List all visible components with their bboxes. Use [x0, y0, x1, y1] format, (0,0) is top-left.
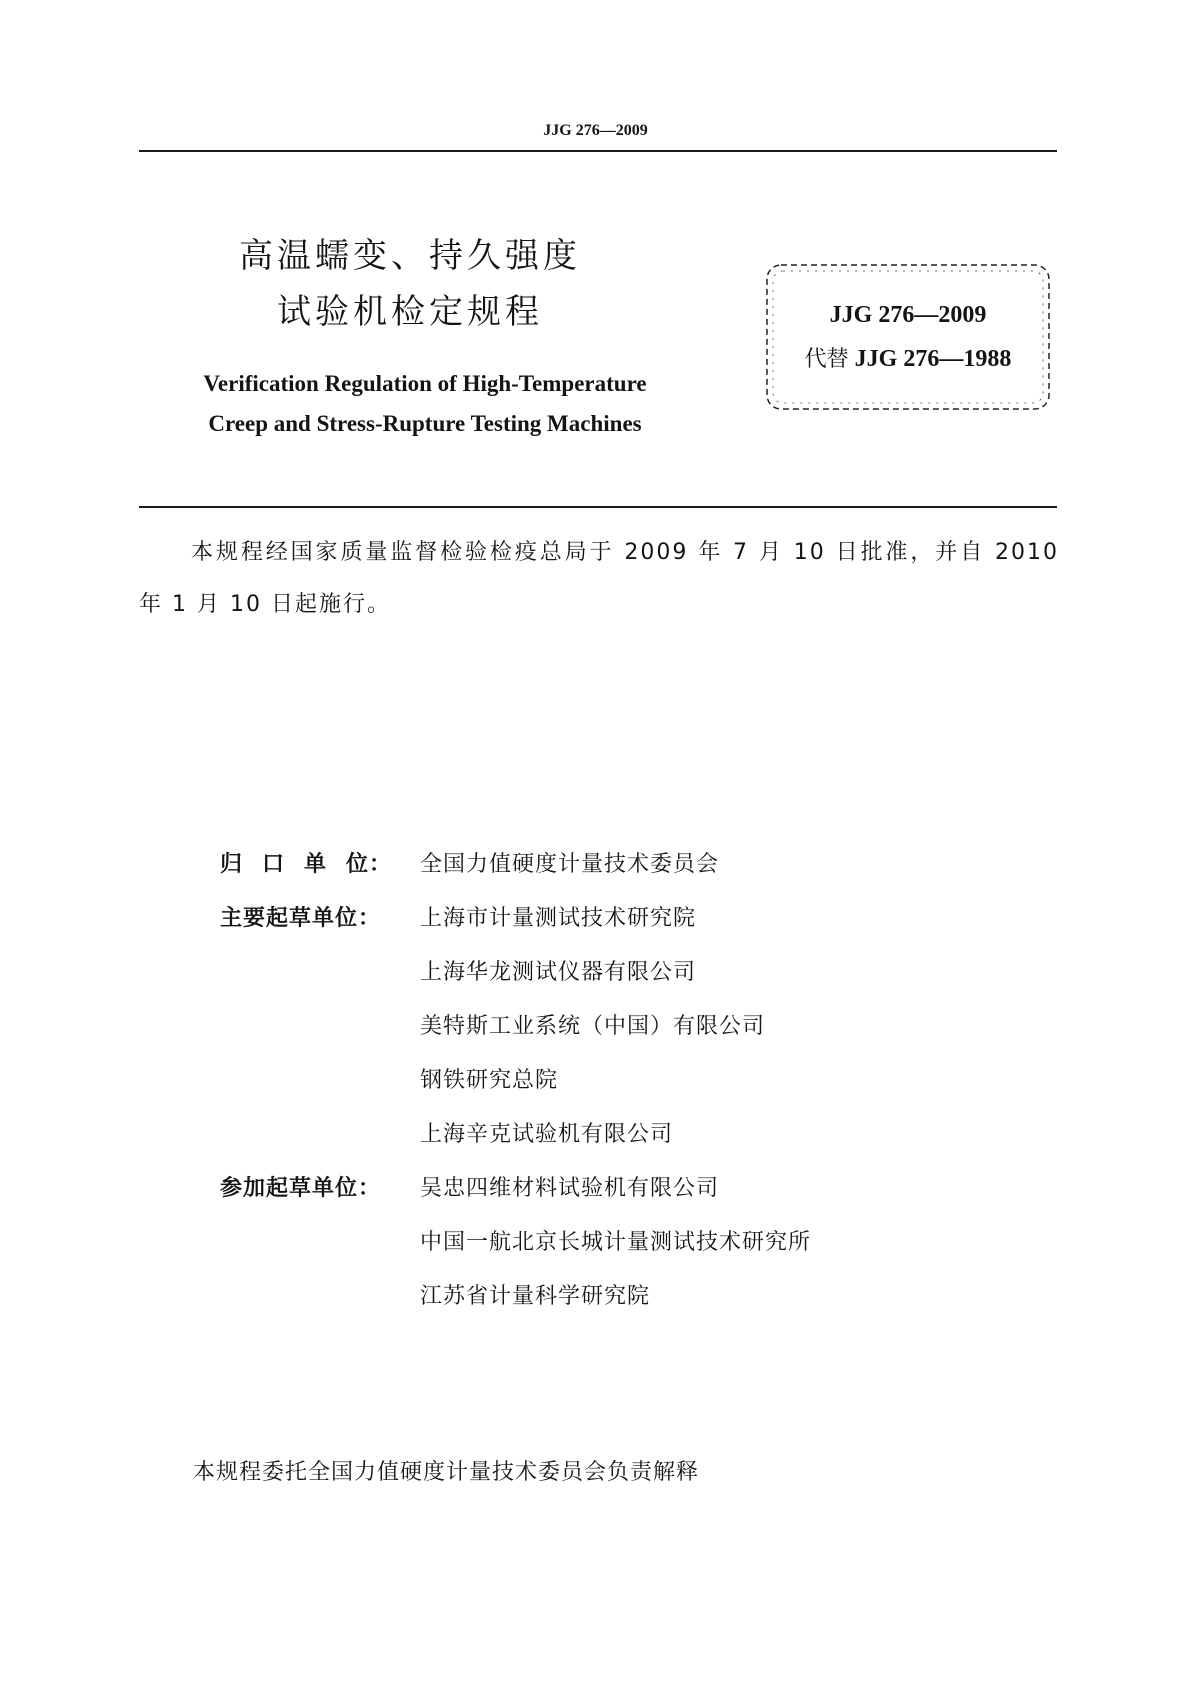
participating-drafters-label: 参加起草单位：: [220, 1176, 382, 1201]
approval-statement: 本规程经国家质量监督检验检疫总局于 2009 年 7 月 10 日批准，并自 2010 年 1 月 10 日起施行。: [139, 540, 1059, 617]
main-drafter-item: 上海市计量测试技术研究院: [420, 906, 697, 931]
standard-code-box: [764, 262, 1052, 412]
title-rule: [139, 506, 1057, 508]
title-en-line2: Creep and Stress-Rupture Testing Machines: [208, 411, 642, 436]
main-drafter-item: 美特斯工业系统（中国）有限公司: [420, 1014, 766, 1039]
participating-drafter-item: 吴忠四维材料试验机有限公司: [420, 1176, 720, 1201]
main-drafter-item: 钢铁研究总院: [420, 1068, 559, 1093]
standard-code: JJG 276—2009: [829, 302, 987, 328]
decorative-border: [764, 262, 1052, 412]
main-drafter-item: 上海辛克试验机有限公司: [420, 1122, 674, 1147]
main-drafter-item: 上海华龙测试仪器有限公司: [420, 960, 697, 985]
replaces-label: 代替: [804, 347, 849, 372]
responsible-unit-label: 归 口 单 位：: [220, 852, 392, 877]
header-rule: [139, 150, 1057, 152]
title-en: [150, 364, 700, 444]
title-zh-line2: 试验机检定规程: [277, 292, 543, 332]
title-en-line1: Verification Regulation of High-Temperature: [203, 371, 647, 396]
replaces-code: JJG 276—1988: [854, 346, 1012, 372]
replaces-line: [764, 342, 1052, 373]
participating-drafter-item: 中国一航北京长城计量测试技术研究所: [420, 1230, 812, 1255]
main-drafters-label: 主要起草单位：: [220, 906, 382, 931]
title-zh: [200, 228, 620, 340]
participating-drafter-item: 江苏省计量科学研究院: [420, 1284, 651, 1309]
responsible-unit-value: 全国力值硬度计量技术委员会: [420, 852, 720, 877]
interpretation-note: 本规程委托全国力值硬度计量技术委员会负责解释: [193, 1460, 700, 1485]
header-code: JJG 276—2009: [543, 122, 648, 139]
title-zh-line1: 高温蠕变、持久强度: [239, 236, 581, 276]
